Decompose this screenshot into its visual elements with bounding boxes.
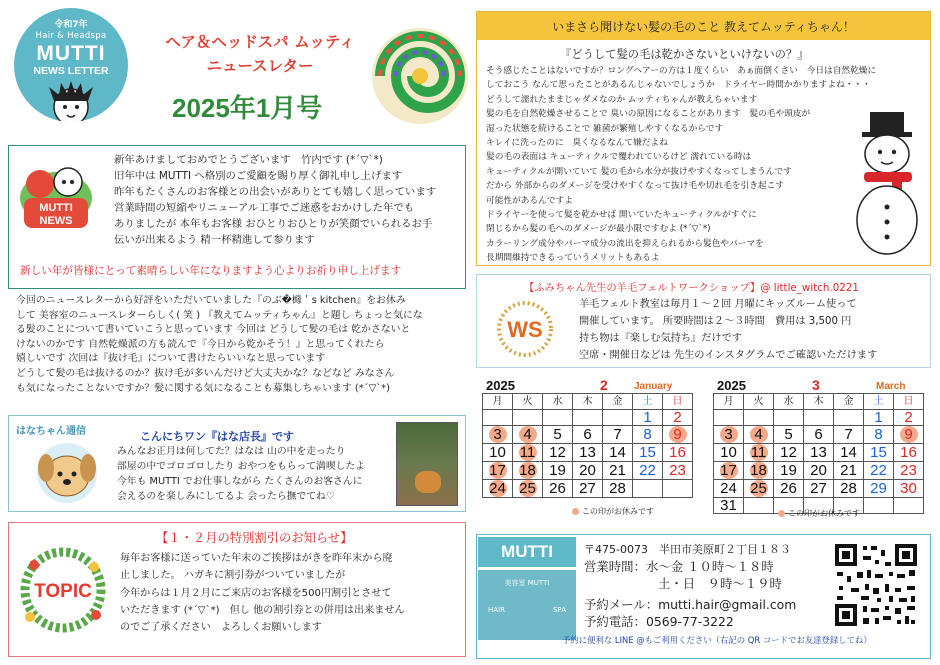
calendar-day: 26	[543, 480, 573, 498]
qa-line: 湿った状態を続けることで 雑菌が繁殖しやすくなるからです	[486, 123, 724, 134]
greeting-line: 伝いが出来るよう 精一杯精進して参ります	[114, 234, 315, 246]
calendar-day: 24	[714, 480, 744, 498]
shop-signboard	[478, 570, 576, 640]
closed-day-marker: 11	[519, 444, 536, 461]
closed-day-marker: 17	[489, 462, 506, 479]
swirl-illustration-icon	[368, 24, 472, 128]
qa-line: どうして濡れたままじゃダメなのか ムッティちゃんが教えちゃいます	[486, 94, 758, 105]
closed-day-marker: 9	[900, 426, 918, 443]
mutti-logo	[14, 8, 128, 122]
closed-day-marker: 9	[669, 426, 687, 443]
logo-brand: Hair & Headspa	[35, 31, 107, 41]
qa-line: 長期間維持できるっていうメリットもあるよ	[486, 253, 660, 264]
intro-line: 今回のニュースレターから好評をいただいていました『のぶ�櫞＇s kitchen』をお休み	[16, 295, 406, 306]
calendar2-note	[778, 508, 860, 519]
calendar-day: 15	[864, 444, 894, 462]
calendar-day: 7	[603, 426, 633, 444]
closed-day-marker: 3	[720, 426, 738, 443]
calendar2-note-text: この印がお休みです	[788, 509, 860, 518]
greeting-text	[114, 152, 436, 248]
calendar-day	[744, 426, 774, 444]
qa-line: そう感じたことはないですか？ロングヘアーの方は１度くらい あぁ面倒くさい 今日は自然乾燥に	[486, 66, 877, 76]
reservation-phone[interactable]: 予約電話：0569-77-3222	[584, 614, 734, 629]
calendar-day	[744, 410, 774, 426]
intro-line: 嬉しいです 次回は『抜け毛』について書けたらいいなと思っています	[16, 353, 326, 365]
calendar-day	[744, 480, 774, 498]
weekday-header: 土	[864, 394, 894, 410]
calendar-day	[663, 480, 693, 498]
qa-line: カラーリング成分やパーマ成分の流出を抑えられるから髪色やパーマを	[486, 238, 764, 249]
calendar-day: 14	[834, 444, 864, 462]
calendar-day	[543, 410, 573, 426]
calendar-day: 22	[864, 462, 894, 480]
calendar-day: 28	[603, 480, 633, 498]
calendar-day: 22	[633, 462, 663, 480]
workshop-text	[579, 296, 877, 364]
weekday-header: 火	[513, 394, 543, 410]
weekday-header: 木	[804, 394, 834, 410]
mutti-news-badge-icon	[14, 160, 98, 236]
qa-line: 髪の毛の表面は キューティクルで覆われているけど 濡れている時は	[486, 152, 752, 163]
qa-line: 髪の毛を自然乾燥させることで 臭いの原因になることがあります 髪の毛や頭皮が	[486, 109, 811, 120]
svg-text:TOPIC: TOPIC	[34, 581, 92, 602]
signboard-text: 美容室 MUTTI	[504, 579, 550, 587]
qa-line: しておこう なんて思ったことがあるんじゃないでしょうか ドライヤー時間かかりますよね・・・	[486, 80, 871, 91]
topic-line: 止しました。 ハガキに割引券がついていましたが	[120, 570, 346, 582]
qa-line: だから 外部からのダメージを受けやすくなって抜け毛や切れ毛を引き起こす	[486, 181, 784, 192]
calendar-day	[483, 410, 513, 426]
calendar1-month: 2	[600, 377, 608, 393]
calendar-day: 21	[834, 462, 864, 480]
calendar-day: 1	[864, 410, 894, 426]
hana-title: こんにちワン『はな店長』です	[140, 430, 294, 443]
intro-line: も気になったことないですか？髪に関する気になることも募集しちゃいます (*´▽`*)	[16, 382, 390, 394]
weekday-header: 水	[543, 394, 573, 410]
calendar-day: 2	[663, 410, 693, 426]
calendar-day	[804, 410, 834, 426]
calendar2-year: 2025	[717, 378, 746, 393]
calendar-day: 20	[804, 462, 834, 480]
svg-text:NEWS: NEWS	[39, 215, 73, 227]
calendar-day: 2	[894, 410, 924, 426]
calendar-day: 30	[894, 480, 924, 498]
intro-line: どうして髪の毛は抜けるのか？抜け毛が多いんだけど大丈夫かな？などなど みなさん	[16, 367, 395, 379]
qa-line: キレイに洗ったのに 臭くなるなんて嫌だよね	[486, 138, 668, 149]
calendar-day: 8	[633, 426, 663, 444]
calendar-day	[513, 444, 543, 462]
ws-wreath-icon	[488, 297, 562, 361]
intro-line: る髪のことについて書いていこうと思っています 今回は どうして髪の毛は 乾かさないと	[16, 324, 411, 336]
line-notice: 予約に便利な LINE @もご利用ください（右記の QR コードでお友達登録してね）	[562, 635, 872, 645]
calendar-day	[633, 480, 663, 498]
issue-date: 2025年1月号	[172, 93, 323, 123]
calendar-day	[573, 410, 603, 426]
qa-heading: いまさら聞けない髪の毛のこと 教えてムッティちゃん！	[552, 20, 855, 34]
closed-day-marker: 4	[519, 426, 537, 443]
logo-sub: NEWS LETTER	[33, 65, 109, 77]
qa-question: 『どうして髪の毛は乾かさないといけないの？』	[560, 48, 809, 61]
calendar2-name: March	[876, 381, 906, 392]
weekday-header: 水	[774, 394, 804, 410]
calendar-day	[603, 410, 633, 426]
hana-badge: はなちゃん通信	[16, 426, 86, 437]
calendar-day: 12	[774, 444, 804, 462]
calendar-day: 19	[774, 462, 804, 480]
weekday-header: 土	[633, 394, 663, 410]
calendar-day: 10	[714, 444, 744, 462]
qa-line: 可能性があるんですよ	[486, 195, 573, 206]
intro-line: して 美容室のニュースレターらしく( 笑 ) 『教えてムッティちゃん』と題し ちょっと気にな	[16, 309, 423, 321]
calendar-day	[894, 498, 924, 514]
calendar2-month: 3	[812, 377, 820, 393]
hours-weekend: 土・日 ９時～１９時	[658, 576, 782, 591]
calendar1-table	[482, 393, 693, 498]
calendar-day	[513, 480, 543, 498]
calendar2-table	[713, 393, 924, 514]
topic-line: 毎年お客様に送っていた年末のご挨拶はがきを昨年末から廃	[120, 553, 393, 564]
qa-line: 閉じるから髪の毛へのダメージが最小限ですむよ (*´▽`*)	[486, 224, 711, 235]
logo-name: MUTTI	[36, 42, 106, 65]
calendar-day: 15	[633, 444, 663, 462]
shop-hours	[584, 558, 782, 592]
calendar-day: 16	[894, 444, 924, 462]
calendar-day	[714, 462, 744, 480]
calendar-day: 12	[543, 444, 573, 462]
calendar-day: 7	[834, 426, 864, 444]
calendar-day: 13	[573, 444, 603, 462]
calendar-day	[714, 410, 744, 426]
calendar-day: 10	[483, 444, 513, 462]
new-year-wish: 新しい年が皆様にとって素晴らしい年になりますよう心よりお祈り申し上げます	[20, 265, 402, 277]
calendar-day	[714, 426, 744, 444]
calendar-day: 13	[804, 444, 834, 462]
calendar-day: 23	[663, 462, 693, 480]
workshop-line: 開催しています。 所要時間は２～３時間 費用は 3,500 円	[579, 316, 852, 327]
greeting-line: 営業時間の短縮やリニューアル工事でご迷惑をおかけした年でも	[114, 202, 415, 214]
calendar-day: 5	[543, 426, 573, 444]
closed-day-marker: 4	[750, 426, 768, 443]
calendar-day: 29	[864, 480, 894, 498]
workshop-heading	[524, 279, 859, 294]
calendar-day: 6	[804, 426, 834, 444]
qa-text	[486, 64, 876, 266]
topic-wreath-icon	[14, 545, 112, 635]
signboard-hair: HAIR	[488, 606, 505, 614]
weekday-header: 日	[894, 394, 924, 410]
closed-day-marker: 24	[489, 480, 506, 497]
calendar-day: 20	[573, 462, 603, 480]
hana-line: 今年も MUTTI でお仕事しながら たくさんのお客さんに	[117, 476, 363, 487]
hana-line: みんなお正月は何してた？はなは 山の中を走ったり	[117, 446, 346, 457]
dog-icon	[22, 440, 112, 506]
calendar-day	[483, 462, 513, 480]
closed-day-marker: 25	[519, 480, 536, 497]
topic-text	[120, 550, 405, 636]
topic-title: 【１・２月の特別割引のお知らせ】	[156, 531, 353, 545]
newsletter-title-2: ニュースレター	[206, 57, 314, 75]
calendar-day: 27	[804, 480, 834, 498]
weekday-header: 金	[603, 394, 633, 410]
calendar-day: 23	[894, 462, 924, 480]
topic-line: のでご了承ください よろしくお願いします	[120, 622, 322, 634]
calendar-day: 14	[603, 444, 633, 462]
calendar-day	[744, 444, 774, 462]
calendar-day: 31	[714, 498, 744, 514]
calendar-day	[864, 498, 894, 514]
dog-photo	[396, 422, 458, 506]
calendar1-note	[572, 506, 654, 517]
calendar-day: 8	[864, 426, 894, 444]
weekday-header: 金	[834, 394, 864, 410]
hours-weekday: 営業時間：水～金 １０時～１８時	[584, 559, 774, 574]
calendar-day: 1	[633, 410, 663, 426]
calendar-day	[894, 426, 924, 444]
greeting-line: 新年あけましておめでとうございます 竹内です (*´▽`*)	[114, 154, 383, 166]
shop-contact	[584, 596, 796, 630]
newsletter-title-1: ヘア＆ヘッドスパ ムッティ	[165, 33, 355, 51]
calendar1-name: January	[634, 381, 673, 392]
qr-code-icon[interactable]	[833, 542, 919, 628]
weekday-header: 木	[573, 394, 603, 410]
closed-day-marker: 18	[519, 462, 536, 479]
hana-text	[117, 444, 365, 504]
hana-line: 会えるのを楽しみにしてるよ 会ったら撫でてね♡	[117, 491, 335, 502]
workshop-title: 【ふみちゃん先生の羊毛フェルトワークショップ】@ little_witch.0221	[524, 282, 859, 294]
calendar1-note-text: この印がお休みです	[582, 507, 654, 516]
greeting-line: 昨年もたくさんのお客様との出会いがありとても嬉しく思っています	[114, 186, 437, 198]
character-icon	[41, 77, 101, 122]
snowman-character-icon	[850, 112, 926, 262]
calendar-day	[774, 410, 804, 426]
calendar-day: 27	[573, 480, 603, 498]
closed-day-marker: 18	[750, 462, 767, 479]
calendar-day: 5	[774, 426, 804, 444]
svg-text:WS: WS	[507, 317, 543, 342]
calendar-day: 19	[543, 462, 573, 480]
calendar-day	[513, 462, 543, 480]
signboard-spa: SPA	[552, 606, 566, 614]
intro-text	[16, 294, 423, 396]
workshop-line: 持ち物は『楽しむ気持ち』だけです	[579, 333, 742, 344]
calendar-day	[483, 426, 513, 444]
calendar-day	[744, 498, 774, 514]
calendar-day: 26	[774, 480, 804, 498]
weekday-header: 月	[714, 394, 744, 410]
greeting-line: ありましたが 本年もお客様 おひとりおひとりが笑顔でいられるお手	[114, 218, 433, 230]
calendar-day	[663, 426, 693, 444]
closed-day-marker: 25	[750, 480, 767, 497]
closed-day-marker: 3	[489, 426, 507, 443]
calendar-day	[513, 426, 543, 444]
workshop-line: 羊毛フェルト教室は毎月１～２回 月曜にキッズルーム使って	[579, 299, 857, 310]
calendar-day	[513, 410, 543, 426]
closed-day-marker: 11	[750, 444, 767, 461]
workshop-line: 空席・開催日などは 先生のインスタグラムでご確認いただけます	[579, 350, 878, 361]
topic-line: 今年からは１月２月にご来店のお客様を500円割引とさせて	[120, 587, 392, 599]
weekday-header: 火	[744, 394, 774, 410]
hana-line: 部屋の中でゴロゴロしたり おやつをもらって満喫したよ	[117, 461, 366, 472]
closed-day-marker: 17	[720, 462, 737, 479]
logo-year: 令和7年	[54, 20, 88, 30]
intro-line: けないのかです 自然乾燥派の方も読んで『今日から乾かそう！』と思ってくれたら	[16, 338, 385, 350]
calendar-day	[483, 480, 513, 498]
calendar-day: 21	[603, 462, 633, 480]
calendar-day: 6	[573, 426, 603, 444]
calendar-day	[744, 462, 774, 480]
shop-address: 〒475-0073 半田市美原町２丁目１８３	[584, 543, 791, 556]
qa-line: ドライヤーを使って髪を乾かせば 開いていたキューティクルがすぐに	[486, 210, 757, 221]
weekday-header: 日	[663, 394, 693, 410]
shop-name: MUTTI	[478, 537, 576, 567]
calendar-day: 28	[834, 480, 864, 498]
svg-text:MUTTI: MUTTI	[39, 202, 73, 214]
calendar-day: 16	[663, 444, 693, 462]
calendar-day	[834, 410, 864, 426]
reservation-email[interactable]: 予約メール：mutti.hair@gmail.com	[584, 597, 797, 612]
calendar1-year: 2025	[486, 378, 515, 393]
qa-line: キューティクルが開いていて 髪の毛から水分が抜けやすくなってしまうんです	[486, 166, 792, 177]
weekday-header: 月	[483, 394, 513, 410]
topic-line: いただきます (*´▽`*) 但し 他の割引券との併用は出来ません	[120, 604, 405, 616]
greeting-line: 旧年中は MUTTI へ格別のご愛顧を賜り厚く御礼申し上げます	[114, 170, 403, 182]
